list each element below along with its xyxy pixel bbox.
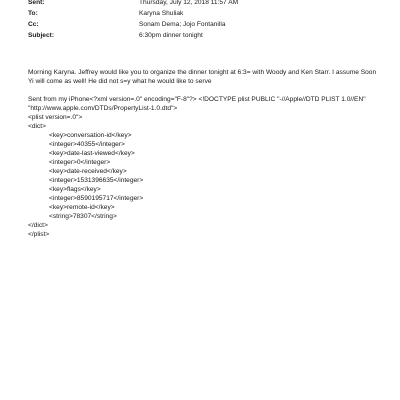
plist-line: <plist version=.0">	[28, 114, 83, 121]
to-label: To:	[28, 10, 38, 17]
plist-line: </dict>	[28, 222, 48, 229]
plist-line: <integer>0</integer>	[49, 159, 111, 166]
cc-value: Sonam Dema; Jojo Fontanilla	[139, 21, 226, 28]
email-body	[28, 68, 378, 239]
plist-line: <dict>	[28, 123, 46, 130]
subject-value: 6:30pm dinner tonight	[139, 32, 203, 39]
plist-line: <integer>8590195717</integer>	[49, 195, 144, 202]
sent-label: Sent:	[28, 0, 45, 6]
subject-label: Subject:	[28, 32, 55, 39]
plist-line: <integer>1531396635</integer>	[49, 177, 144, 184]
plist-line: <key>flags</key>	[49, 186, 101, 193]
to-value: Karyna Shuliak	[139, 10, 184, 17]
header-row-to	[28, 8, 238, 19]
header-row-cc	[28, 19, 238, 30]
plist-line: <string>78307</string>	[49, 213, 117, 220]
message-text: Morning Karyna. Jeffrey would like you to organize the dinner tonight at 6:3= with Woody and Ken Starr. I assume Soon Yi will come as well! He did not s=y what he would like to serve	[28, 69, 377, 85]
sent-value: Thursday, July 12, 2018 11:57 AM	[139, 0, 239, 6]
sent-from-line-2: "http://www.apple.com/DTDs/PropertyList-1.0.dtd">	[28, 105, 178, 112]
email-header	[28, 0, 238, 41]
plist-line: </plist>	[28, 231, 50, 238]
header-row-sent	[28, 0, 238, 8]
plist-line: <key>remote-id</key>	[49, 204, 115, 211]
header-row-subject	[28, 30, 238, 41]
cc-label: Cc:	[28, 21, 39, 28]
plist-line: <key>conversation-id</key>	[49, 132, 132, 139]
plist-line: <key>date-received</key>	[49, 168, 127, 175]
plist-line: <key>date-last-viewed</key>	[49, 150, 135, 157]
plist-block	[28, 113, 378, 239]
plist-line: <integer>40355</integer>	[49, 141, 125, 148]
sent-from-line-1: Sent from my iPhone<?xml version=.0" encoding="F-8"?> <!DOCTYPE plist PUBLIC "-//Apple//DTD PLIST 1.0//EN"	[28, 96, 366, 103]
